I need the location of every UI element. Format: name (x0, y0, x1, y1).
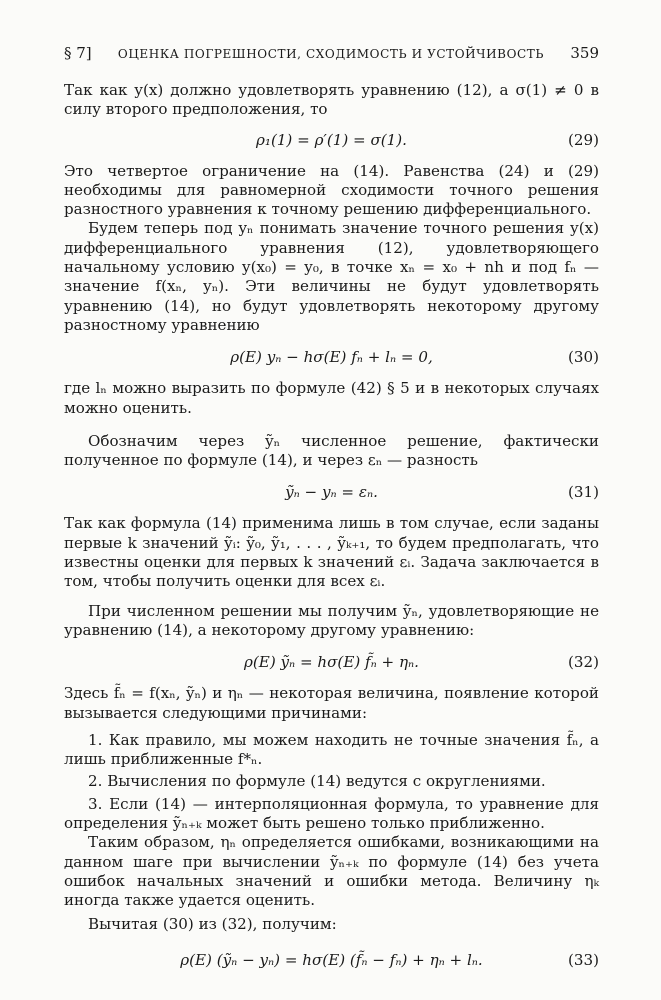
section-mark: § 7] (64, 44, 92, 62)
equation-31 (64, 482, 599, 502)
equation-body: ρ₁(1) = ρ′(1) = σ(1). (256, 130, 407, 149)
equation-number: (31) (568, 483, 599, 502)
paragraph: Здесь f̃ₙ = f(xₙ, ỹₙ) и ηₙ — некоторая величина, появление которой вызывается следующими причинами: (64, 684, 599, 722)
equation-body: ρ(E) ỹₙ = hσ(E) f̃ₙ + ηₙ. (244, 653, 419, 672)
equation-body: ρ(E) (ỹₙ − yₙ) = hσ(E) (f̃ₙ − fₙ) + ηₙ + lₙ. (180, 950, 483, 969)
equation-29 (64, 130, 599, 150)
paragraph: Вычитая (30) из (32), получим: (88, 914, 337, 933)
page-number: 359 (570, 44, 599, 62)
paragraph: При численном решении мы получим ỹₙ, удовлетворяющие не уравнению (14), а некоторому другому уравнению: (64, 601, 599, 639)
list-item: 3. Если (14) — интерполяционная формула, то уравнение для определения ỹₙ₊ₖ может быть решено только приближенно. (64, 794, 599, 833)
running-title: ОЦЕНКА ПОГРЕШНОСТИ, СХОДИМОСТЬ И УСТОЙЧИВОСТЬ (117, 47, 545, 61)
equation-30 (64, 347, 599, 367)
equation-33 (64, 950, 599, 970)
equation-number: (32) (568, 653, 599, 672)
paragraph: Так как y(x) должно удовлетворять уравнению (12), а σ(1) ≠ 0 в силу второго предположения, то (64, 81, 599, 119)
paragraph: Это четвертое ограничение на (14). Равенства (24) и (29) необходимы для равномерной сходимости точного решения разностного уравнения к точному решению дифференциального. (64, 161, 599, 219)
paragraph: Обозначим через ỹₙ численное решение, фактически полученное по формуле (14), и через εₙ — разность (64, 431, 599, 470)
equation-number: (29) (568, 130, 599, 149)
paragraph: Так как формула (14) применима лишь в том случае, если заданы первые k значений ỹᵢ: ỹ₀, ỹ₁, . . . , ỹₖ₊₁, то будем предполагать, что известны оценки для первых k значений εᵢ. Задача заключается в том, чтобы получить оценки для всех εᵢ. (64, 514, 599, 591)
equation-body: ỹₙ − yₙ = εₙ. (285, 483, 378, 502)
list-item: 2. Вычисления по формуле (14) ведутся с округлениями. (88, 772, 546, 791)
equation-number: (33) (568, 950, 599, 969)
equation-32 (64, 652, 599, 672)
running-header (64, 44, 599, 62)
paragraph: Таким образом, ηₙ определяется ошибками, возникающими на данном шаге при вычислении ỹₙ₊ₖ по формуле (14) без учета ошибок начальных значений и ошибки метода. Величину ηₖ иногда также удается оценить. (64, 833, 599, 910)
list-item: 1. Как правило, мы можем находить не точные значения f̃ₙ, а лишь приближенные f*ₙ. (64, 730, 599, 769)
equation-body: ρ(E) yₙ − hσ(E) fₙ + lₙ = 0, (230, 348, 433, 367)
equation-number: (30) (568, 348, 599, 367)
paragraph: Будем теперь под yₙ понимать значение точного решения y(x) дифференциального уравнения (12), удовлетворяющего начальному условию y(x₀) = y₀, в точке xₙ = x₀ + nh и под fₙ — значение f(xₙ, yₙ). Эти величины не будут удовлетворять уравнению (14), но будут удовлетворять некоторому другому разностному уравнению (64, 219, 599, 334)
paragraph: где lₙ можно выразить по формуле (42) § 5 и в некоторых случаях можно оценить. (64, 379, 599, 417)
